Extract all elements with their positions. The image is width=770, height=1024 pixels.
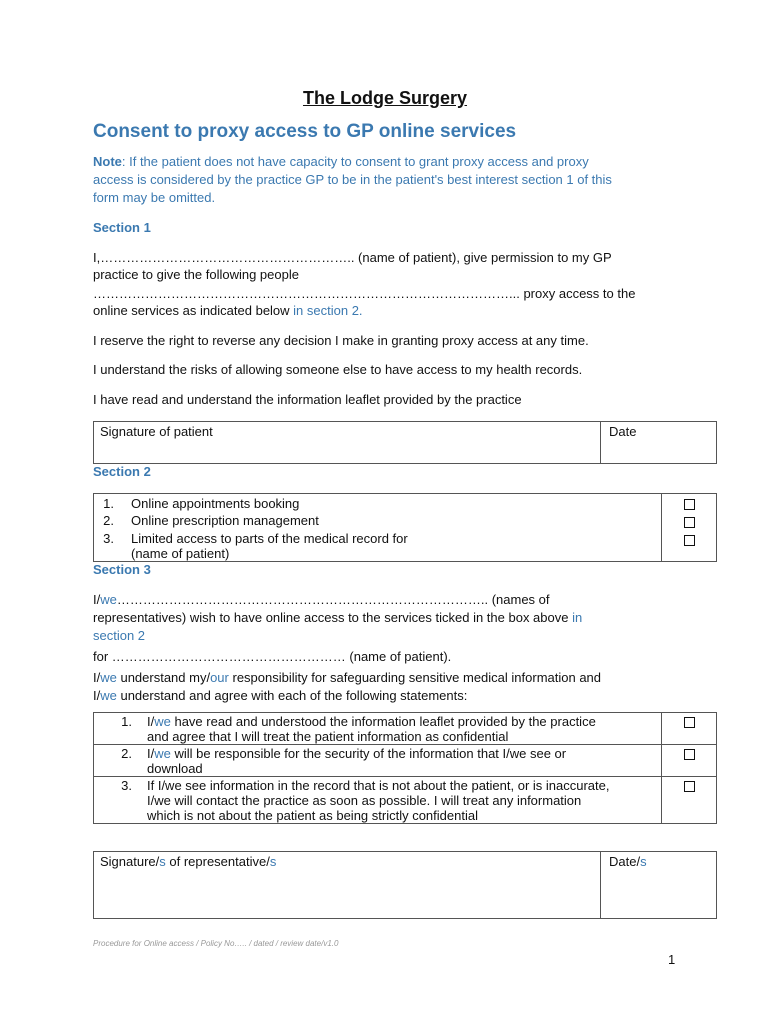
- statement-2-checkbox-cell: [662, 745, 717, 777]
- section-1-heading: Section 1: [93, 220, 151, 235]
- services-list: [94, 494, 662, 562]
- representative-signature-label: Signature/s of representative/s: [100, 854, 277, 869]
- service-item: 1. Online appointments booking: [103, 496, 300, 511]
- services-checkbox-cell: [662, 494, 717, 562]
- section-3-line-6: I/we understand and agree with each of the following statements:: [93, 688, 468, 703]
- section-2-heading: Section 2: [93, 464, 151, 479]
- service-2-checkbox[interactable]: [684, 517, 695, 528]
- patient-signature-label: Signature of patient: [100, 424, 213, 439]
- statement-2-checkbox[interactable]: [684, 749, 695, 760]
- services-table: [93, 493, 717, 562]
- section-3-line-4: for ……………………………………………… (name of patient).: [93, 649, 452, 664]
- statement-3-checkbox-cell: [662, 777, 717, 824]
- representative-signature-table: [93, 851, 717, 919]
- section-1-line-3: ……………………………………………………………………………………... proxy access to the: [93, 286, 636, 301]
- section-1-paragraph-2: I understand the risks of allowing someone else to have access to my health records.: [93, 362, 583, 377]
- statements-table: [93, 712, 717, 824]
- representative-date-label: Date/s: [609, 854, 647, 869]
- service-item: 2. Online prescription management: [103, 513, 319, 528]
- statement-3-checkbox[interactable]: [684, 781, 695, 792]
- representative-date-field[interactable]: [601, 852, 717, 919]
- page-number: 1: [668, 952, 676, 967]
- statement-row: 3. If I/we see information in the record that is not about the patient, or is inaccurate, I/we will contact the practice as soon as possible. I will treat any information which is not about the patient as being strictly confidential: [94, 777, 662, 824]
- page-heading: Consent to proxy access to GP online services: [93, 121, 517, 142]
- patient-date-field[interactable]: [601, 422, 717, 464]
- section-1-paragraph-1: I reserve the right to reverse any decision I make in granting proxy access at any time.: [93, 333, 589, 348]
- page-footer: Procedure for Online access / Policy No….. / dated / review date/v1.0: [93, 939, 339, 948]
- section-3-line-2: representatives) wish to have online access to the services ticked in the box above in: [93, 610, 583, 625]
- section-3-line-3: section 2: [93, 628, 146, 643]
- document-title: The Lodge Surgery: [302, 88, 468, 108]
- statement-1-checkbox[interactable]: [684, 717, 695, 728]
- section-3-heading: Section 3: [93, 562, 151, 577]
- patient-date-label: Date: [609, 424, 637, 439]
- patient-signature-field[interactable]: [94, 422, 601, 464]
- note-line-3: form may be omitted.: [93, 190, 216, 205]
- section-1-line-1: I,………………………………………………….. (name of patient), give permission to my GP: [93, 250, 612, 265]
- note-line-1: Note: If the patient does not have capacity to consent to grant proxy access and proxy: [93, 154, 589, 169]
- statement-row: 1. I/we have read and understood the information leaflet provided by the practice and agree that I will treat the patient information as confidential: [94, 713, 662, 745]
- section-1-line-4: online services as indicated below in section 2.: [93, 303, 363, 318]
- section-3-line-5: I/we understand my/our responsibility for safeguarding sensitive medical information and: [93, 670, 602, 685]
- note-line-2: access is considered by the practice GP to be in the patient's best interest section 1 of this: [93, 172, 612, 187]
- section-1-paragraph-3: I have read and understand the information leaflet provided by the practice: [93, 392, 522, 407]
- section-3-line-1: I/we………………………………………………………………………….. (names of: [93, 592, 550, 607]
- section-1-line-2: practice to give the following people: [93, 267, 299, 282]
- patient-signature-table: [93, 421, 717, 464]
- statement-row: 2. I/we will be responsible for the security of the information that I/we see or download: [94, 745, 662, 777]
- service-1-checkbox[interactable]: [684, 499, 695, 510]
- service-item: 3. Limited access to parts of the medical record for (name of patient): [103, 531, 408, 561]
- statement-1-checkbox-cell: [662, 713, 717, 745]
- representative-signature-field[interactable]: [94, 852, 601, 919]
- service-3-checkbox[interactable]: [684, 535, 695, 546]
